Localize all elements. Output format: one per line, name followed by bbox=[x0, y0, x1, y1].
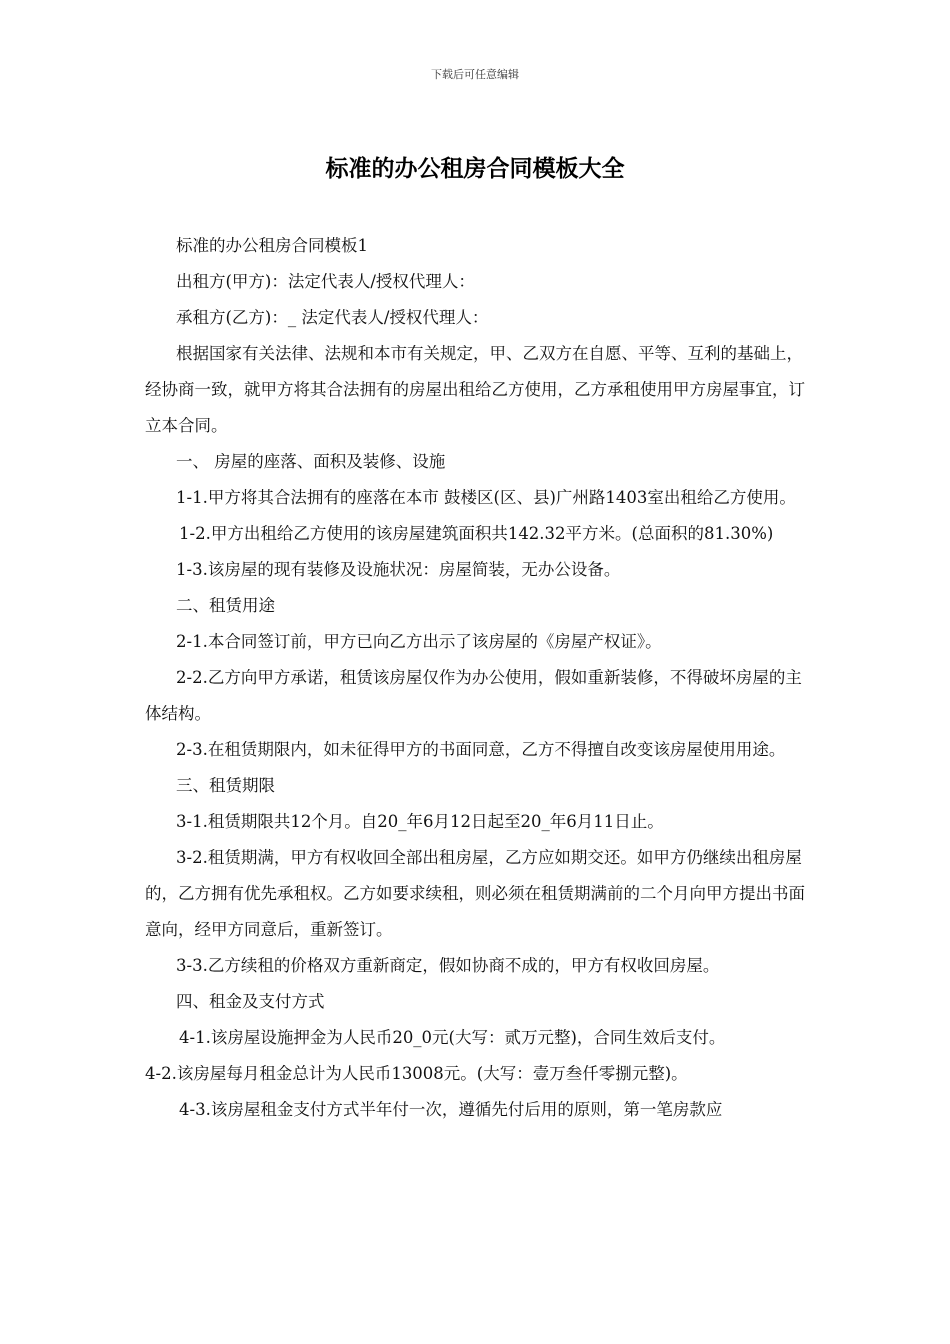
section-heading: 二、租赁用途 bbox=[176, 596, 275, 615]
clause: 1-2.甲方出租给乙方使用的该房屋建筑面积共142.32平方米。(总面积的81.30%) bbox=[179, 524, 774, 543]
document-title: 标准的办公租房合同模板大全 bbox=[325, 156, 625, 182]
clause: 1-3.该房屋的现有装修及设施状况：房屋简装，无办公设备。 bbox=[176, 560, 621, 579]
clause: 4-3.该房屋租金支付方式半年付一次，遵循先付后用的原则，第一笔房款应 bbox=[179, 1100, 723, 1119]
section-heading: 一、 房屋的座落、面积及装修、设施 bbox=[176, 452, 446, 471]
clause: 4-1.该房屋设施押金为人民币20_0元(大写：贰万元整)，合同生效后支付。 bbox=[179, 1028, 726, 1047]
paragraph: 标准的办公租房合同模板1 bbox=[176, 236, 368, 255]
clause: 2-3.在租赁期限内，如未征得甲方的书面同意，乙方不得擅自改变该房屋使用用途。 bbox=[176, 740, 786, 759]
section-heading: 三、租赁期限 bbox=[176, 776, 275, 795]
section-heading: 四、租金及支付方式 bbox=[176, 992, 325, 1011]
paragraph: 出租方(甲方)：法定代表人/授权代理人： bbox=[176, 272, 475, 291]
clause: 3-3.乙方续租的价格双方重新商定，假如协商不成的，甲方有权收回房屋。 bbox=[176, 956, 720, 975]
clause: 1-1.甲方将其合法拥有的座落在本市 鼓楼区(区、县)广州路1403室出租给乙方使用。 bbox=[176, 488, 796, 507]
document-body bbox=[145, 228, 817, 1128]
clause: 4-2.该房屋每月租金总计为人民币13008元。(大写：壹万叁仟零捌元整)。 bbox=[145, 1064, 688, 1083]
clause: 3-1.租赁期限共12个月。自20_年6月12日起至20_年6月11日止。 bbox=[176, 812, 664, 831]
clause: 3-2.租赁期满，甲方有权收回全部出租房屋，乙方应如期交还。如甲方仍继续出租房屋的，乙方拥有优先承租权。乙方如要求续租，则必须在租赁期满前的二个月向甲方提出书面意向，经甲方同意后，重新签订。 bbox=[145, 848, 805, 939]
header-note: 下载后可任意编辑 bbox=[431, 68, 519, 81]
clause: 2-1.本合同签订前，甲方已向乙方出示了该房屋的《房屋产权证》。 bbox=[176, 632, 662, 651]
clause: 2-2.乙方向甲方承诺，租赁该房屋仅作为办公使用，假如重新装修，不得破坏房屋的主体结构。 bbox=[145, 668, 802, 723]
paragraph: 根据国家有关法律、法规和本市有关规定，甲、乙双方在自愿、平等、互利的基础上，经协商一致，就甲方将其合法拥有的房屋出租给乙方使用，乙方承租使用甲方房屋事宜，订立本合同。 bbox=[145, 344, 805, 435]
paragraph: 承租方(乙方)：_ 法定代表人/授权代理人： bbox=[176, 308, 489, 327]
